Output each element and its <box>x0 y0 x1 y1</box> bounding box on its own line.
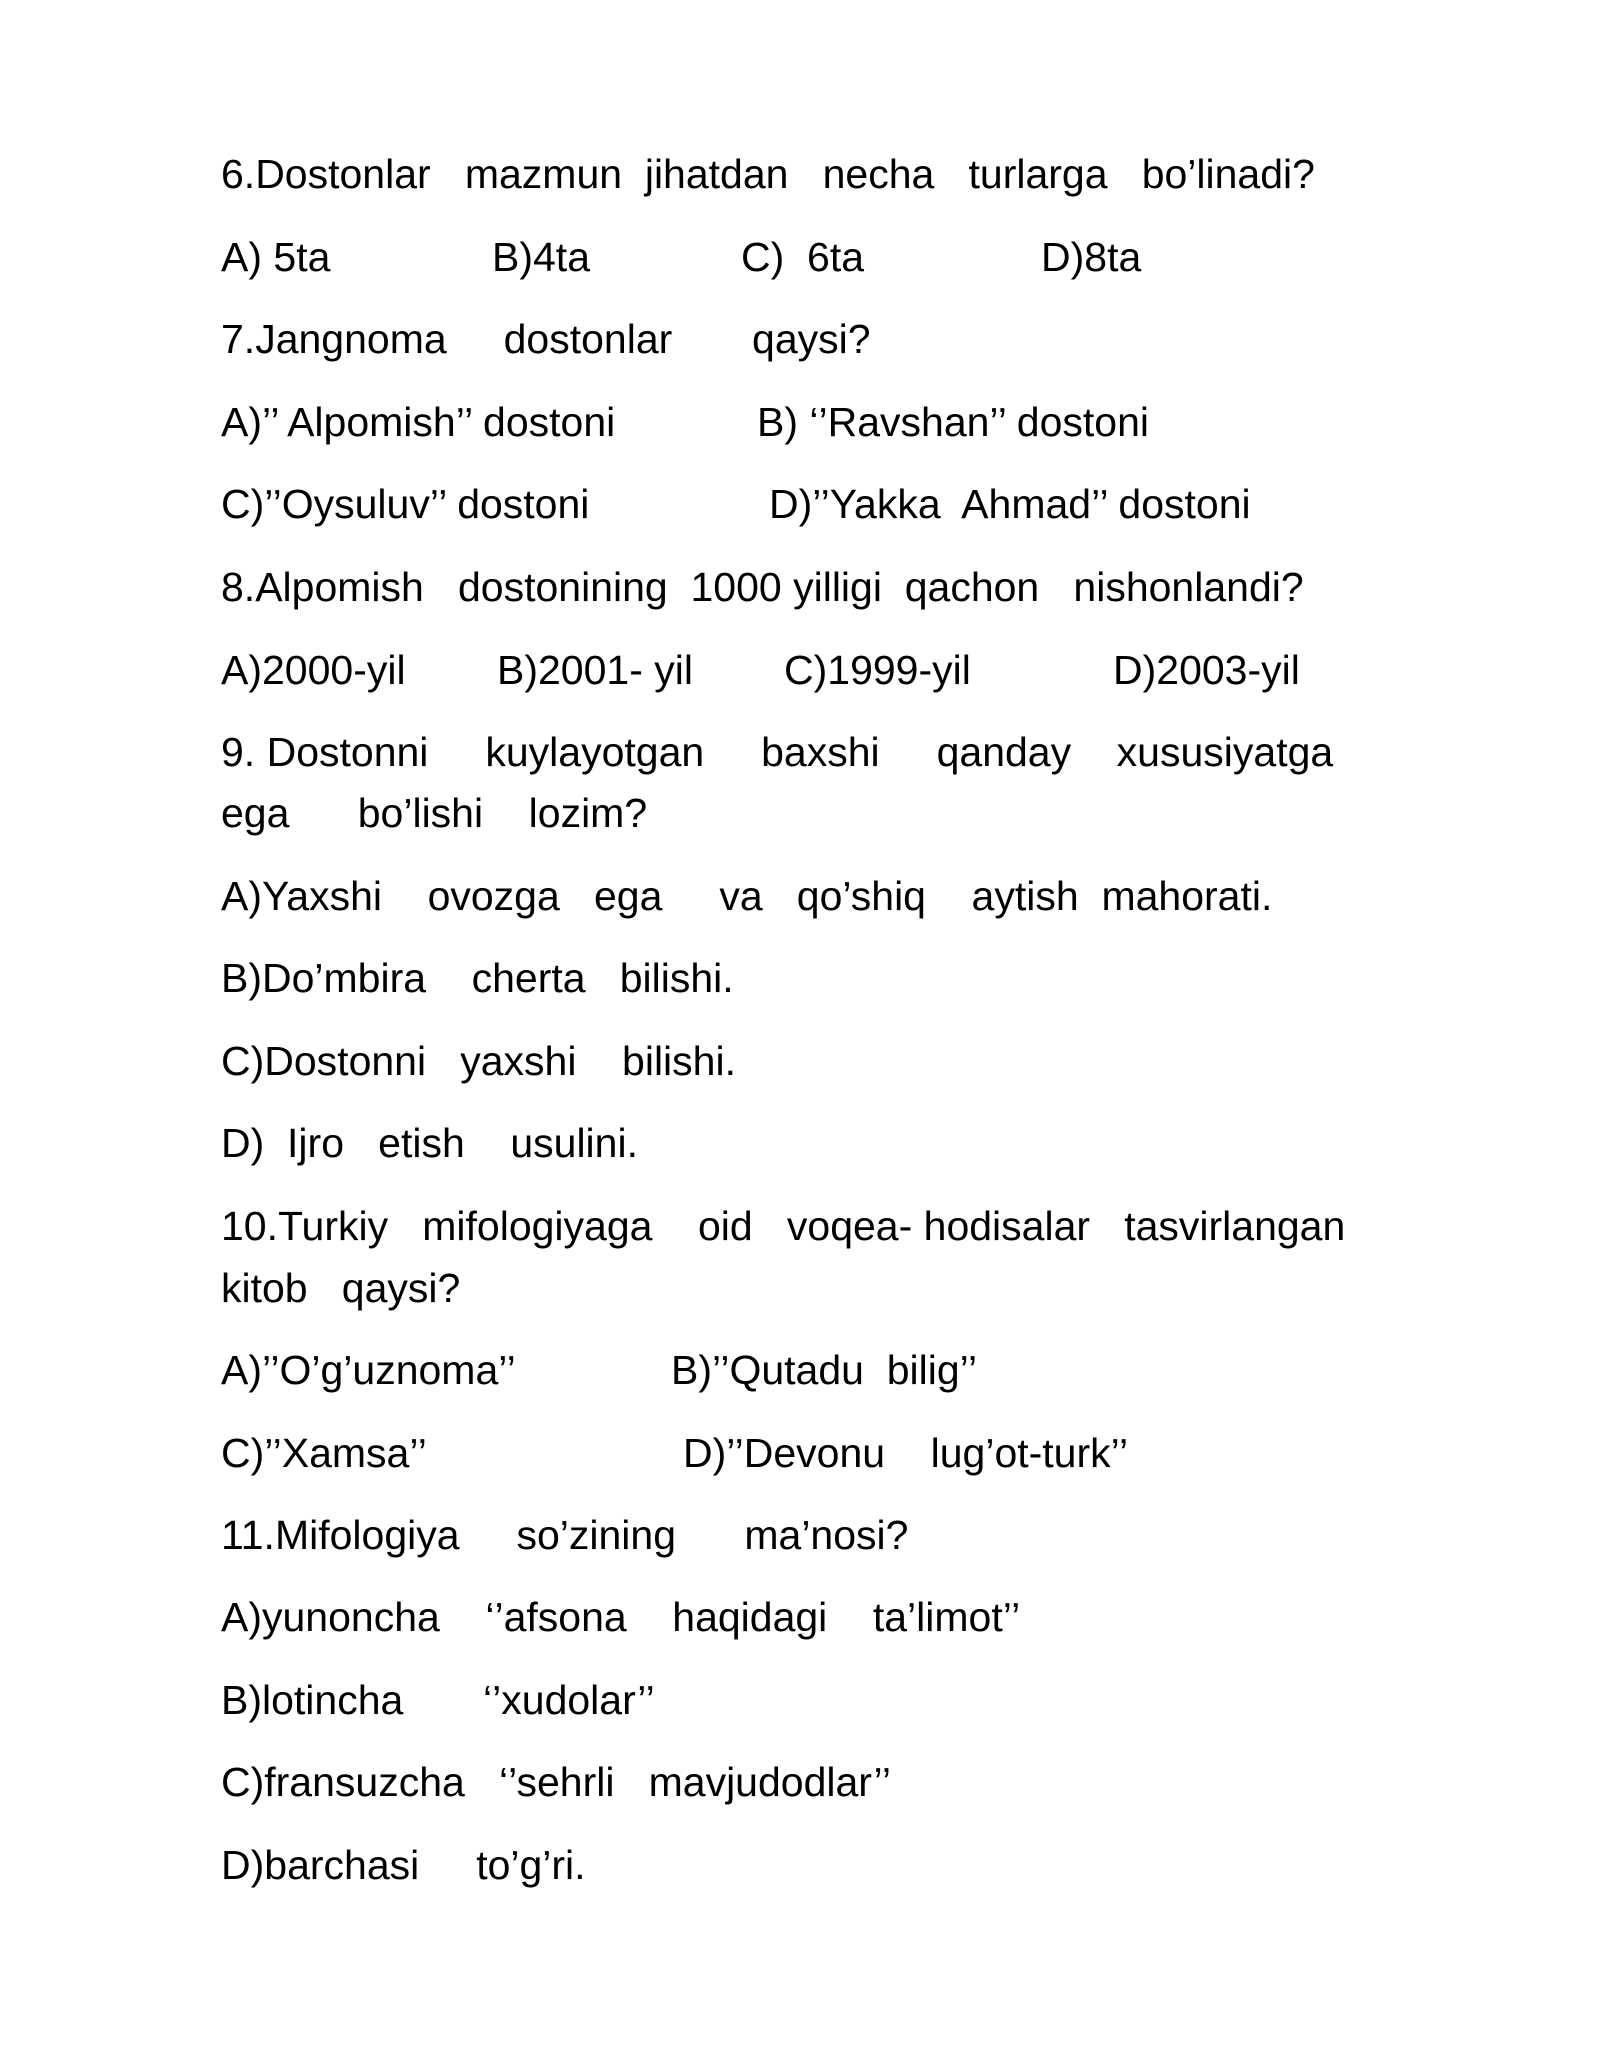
q8-option-d: D)2003-yil <box>1113 647 1300 693</box>
q7-option-d: D)’’Yakka Ahmad’’ dostoni <box>769 481 1251 527</box>
question-9-line-1: 9. Dostonni kuylayotgan baxshi qanday xususiyatga <box>221 729 1334 775</box>
question-7: 7.Jangnoma dostonlar qaysi? <box>221 316 871 362</box>
q8-option-c: C)1999-yil <box>784 647 971 693</box>
q6-option-a: A) 5ta <box>221 234 331 280</box>
q7-option-a: A)’’ Alpomish’’ dostoni <box>221 399 616 445</box>
q9-option-d: D) Ijro etish usulini. <box>221 1120 638 1166</box>
q11-option-c: C)fransuzcha ‘’sehrli mavjudodlar’’ <box>221 1759 891 1805</box>
q11-option-b: B)lotincha ‘’xudolar’’ <box>221 1677 655 1723</box>
question-9-line-2: ega bo’lishi lozim? <box>221 790 648 836</box>
q6-option-b: B)4ta <box>492 234 590 280</box>
q6-option-d: D)8ta <box>1041 234 1142 280</box>
q8-option-a: A)2000-yil <box>221 647 406 693</box>
q10-option-d: D)’’Devonu lug’ot-turk’’ <box>683 1430 1129 1476</box>
question-10-line-2: kitob qaysi? <box>221 1265 461 1311</box>
q10-option-c: C)’’Xamsa’’ <box>221 1430 427 1476</box>
q6-option-c: C) 6ta <box>741 234 865 280</box>
question-6: 6.Dostonlar mazmun jihatdan necha turlarga bo’linadi? <box>221 151 1315 197</box>
q7-option-c: C)’’Oysuluv’’ dostoni <box>221 481 590 527</box>
q7-option-b: B) ‘’Ravshan’’ dostoni <box>757 399 1149 445</box>
question-10-line-1: 10.Turkiy mifologiyaga oid voqea- hodisalar tasvirlangan <box>221 1203 1346 1249</box>
q11-option-d: D)barchasi to’g’ri. <box>221 1842 586 1888</box>
q11-option-a: A)yunoncha ‘’afsona haqidagi ta’limot’’ <box>221 1594 1021 1640</box>
q9-option-a: A)Yaxshi ovozga ega va qo’shiq aytish mahorati. <box>221 873 1273 919</box>
question-11: 11.Mifologiya so’zining ma’nosi? <box>221 1512 909 1558</box>
q9-option-b: B)Do’mbira cherta bilishi. <box>221 955 734 1001</box>
q8-option-b: B)2001- yil <box>497 647 693 693</box>
q10-option-b: B)’’Qutadu bilig’’ <box>671 1347 978 1393</box>
q9-option-c: C)Dostonni yaxshi bilishi. <box>221 1038 736 1084</box>
q10-option-a: A)’’O’g’uznoma’’ <box>221 1347 516 1393</box>
question-8: 8.Alpomish dostonining 1000 yilligi qachon nishonlandi? <box>221 564 1304 610</box>
